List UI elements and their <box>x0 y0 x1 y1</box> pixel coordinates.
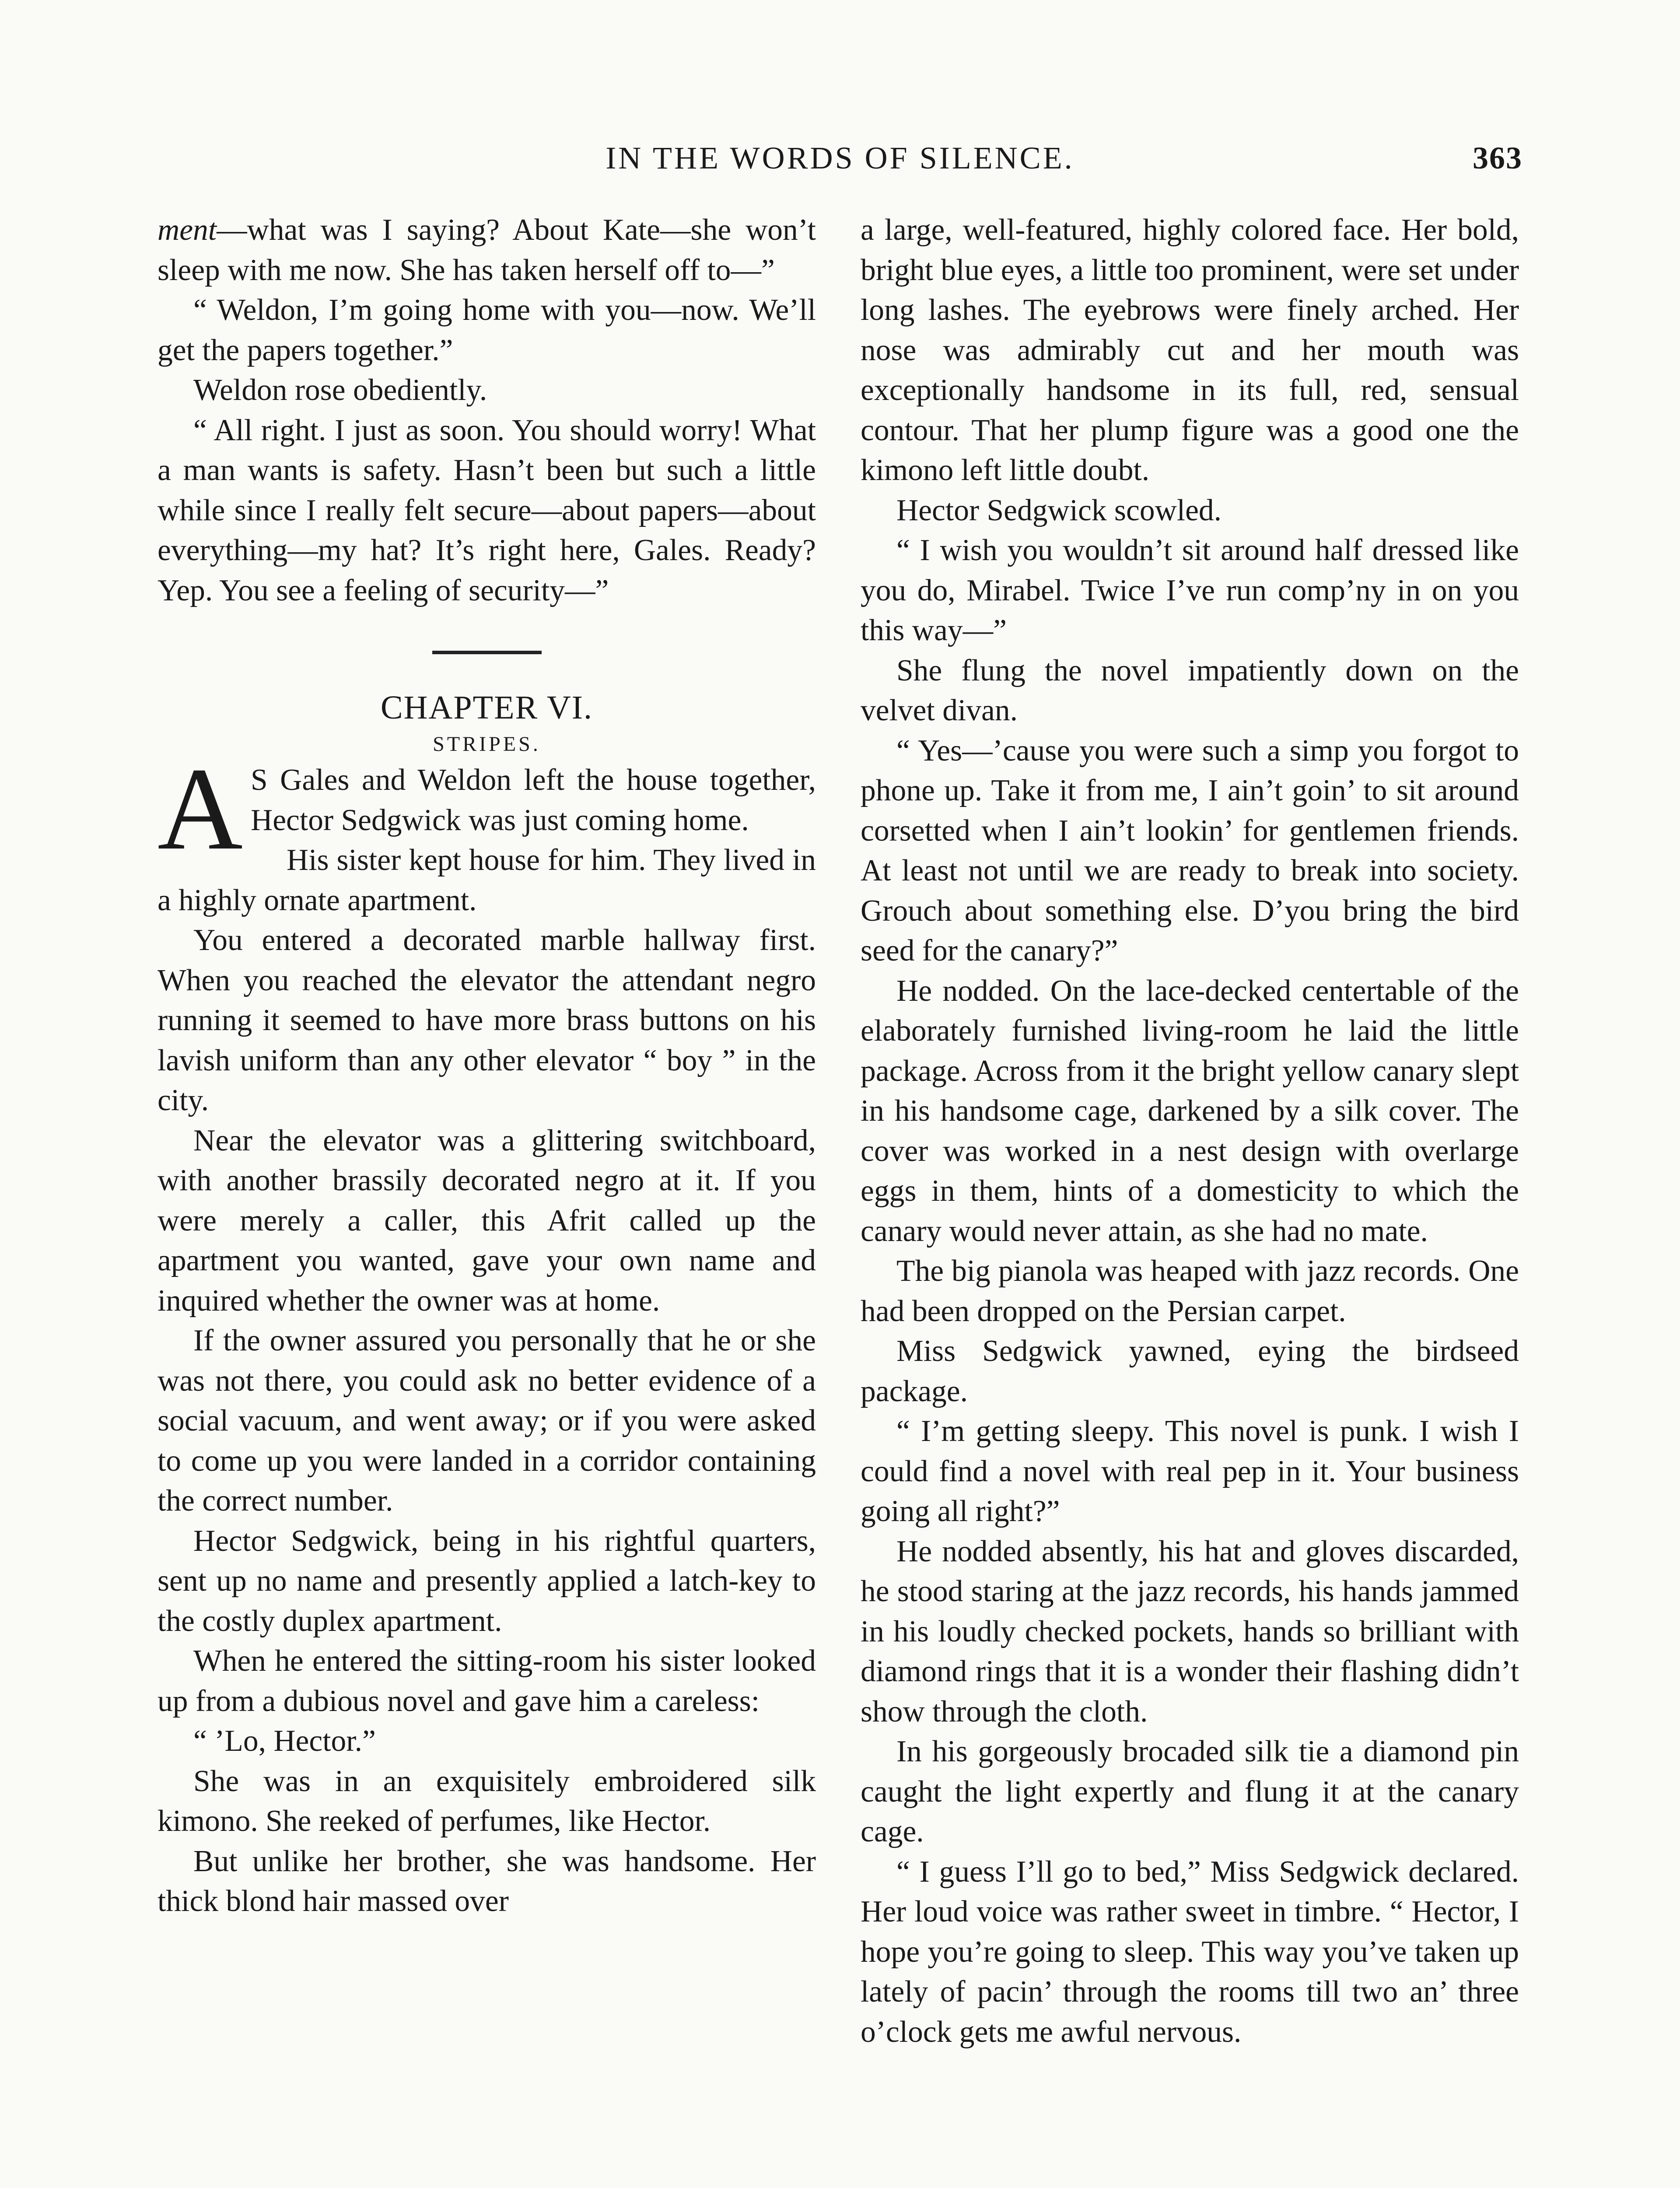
paragraph: You entered a decorated marble hallway first. When you reached the elevator the attendant negro running it seemed to have more brass buttons on his lavish uniform than any other elevator “ boy ” in the city. <box>158 923 816 1117</box>
paragraph: “ I guess I’ll go to bed,” Miss Sedgwick declared. Her loud voice was rather sweet in timbre. “ Hector, I hope you’re going to sleep. This way you’ve taken up lately of pacin’ through the rooms till two an’ three o’clock gets me awful nervous. <box>861 1855 1519 2049</box>
paragraph: “ Yes—’cause you were such a simp you forgot to phone up. Take it from me, I ain’t goin’ to sit around corsetted when I ain’t lookin’ for gentlemen friends. At least not until we are ready to break into society. Grouch about something else. D’you bring the bird seed for the canary?” <box>861 733 1519 968</box>
chapter-subtitle: STRIPES. <box>433 733 541 756</box>
right-column <box>861 210 1519 2052</box>
paragraph-text: S Gales and Weldon left the house together, Hector Sedgwick was just coming home. <box>251 763 816 837</box>
paragraph: Hector Sedgwick, being in his rightful quarters, sent up no name and presently applied a latch-key to the costly duplex apartment. <box>158 1524 816 1638</box>
paragraph: a large, well-featured, highly colored face. Her bold, bright blue eyes, a little too prominent, were set under long lashes. The eyebrows were finely arched. Her nose was admirably cut and her mouth was exceptionally handsome in its full, red, sensual contour. That her plump figure was a good one the kimono left little doubt. <box>861 213 1519 487</box>
left-column <box>158 210 816 1922</box>
section-divider <box>432 651 542 654</box>
paragraph: “ I wish you wouldn’t sit around half dressed like you do, Mirabel. Twice I’ve run comp’ny in on you this way—” <box>861 533 1519 647</box>
paragraph: When he entered the sitting-room his sister looked up from a dubious novel and gave him a careless: <box>158 1644 816 1718</box>
running-header <box>158 131 1522 184</box>
paragraph: She flung the novel impatiently down on the velvet divan. <box>861 653 1519 727</box>
paragraph: His sister kept house for him. They lived in a highly ornate apartment. <box>158 843 816 917</box>
paragraph: “ I’m getting sleepy. This novel is punk. I wish I could find a novel with real pep in it. Your business going all right?” <box>861 1414 1519 1528</box>
italic-fragment: ment <box>158 213 217 247</box>
paragraph: “ ’Lo, Hector.” <box>193 1724 376 1758</box>
paragraph-text: —what was I saying? About Kate—she won’t sleep with me now. She has taken herself off to—” <box>158 213 816 287</box>
paragraph: But unlike her brother, she was handsome. Her thick blond hair massed over <box>158 1844 816 1918</box>
paragraph <box>158 210 816 290</box>
paragraph: “ All right. I just as soon. You should worry! What a man wants is safety. Hasn’t been but such a little while since I really felt secure—about papers—about everything—my hat? It’s right here, Gales. Ready? Yep. You see a feeling of security—” <box>158 413 816 607</box>
paragraph: “ Weldon, I’m going home with you—now. We’ll get the papers together.” <box>158 293 816 367</box>
running-title: IN THE WORDS OF SILENCE. <box>606 140 1074 175</box>
paragraph: He nodded. On the lace-decked centertable of the elaborately furnished living-room he laid the little package. Across from it the bright yellow canary slept in his handsome cage, darkened by a silk cover. The cover was worked in a nest design with overlarge eggs in them, hints of a domesticity to which the canary would never attain, as she had no mate. <box>861 974 1519 1248</box>
paragraph: He nodded absently, his hat and gloves discarded, he stood staring at the jazz records, his hands jammed in his loudly checked pockets, hands so brilliant with diamond rings that it is a wonder their flashing didn’t show through the cloth. <box>861 1534 1519 1729</box>
paragraph: The big pianola was heaped with jazz records. One had been dropped on the Persian carpet. <box>861 1254 1519 1328</box>
paragraph: She was in an exquisitely embroidered silk kimono. She reeked of perfumes, like Hector. <box>158 1764 816 1838</box>
page-number: 363 <box>1473 140 1522 175</box>
paragraph: In his gorgeously brocaded silk tie a diamond pin caught the light expertly and flung it at the canary cage. <box>861 1735 1519 1848</box>
chapter-title: CHAPTER VI. <box>380 689 593 726</box>
paragraph: Hector Sedgwick scowled. <box>896 493 1222 527</box>
paragraph: Weldon rose obediently. <box>193 373 487 407</box>
paragraph: If the owner assured you personally that he or she was not there, you could ask no better evidence of a social vacuum, and went away; or if you were asked to come up you were landed in a corridor containing the correct number. <box>158 1324 816 1518</box>
drop-cap: A <box>158 743 243 874</box>
paragraph: Near the elevator was a glittering switchboard, with another brassily decorated negro at it. If you were merely a caller, this Afrit called up the apartment you wanted, gave your own name and inquired whether the owner was at home. <box>158 1123 816 1318</box>
paragraph: Miss Sedgwick yawned, eying the birdseed package. <box>861 1334 1519 1408</box>
